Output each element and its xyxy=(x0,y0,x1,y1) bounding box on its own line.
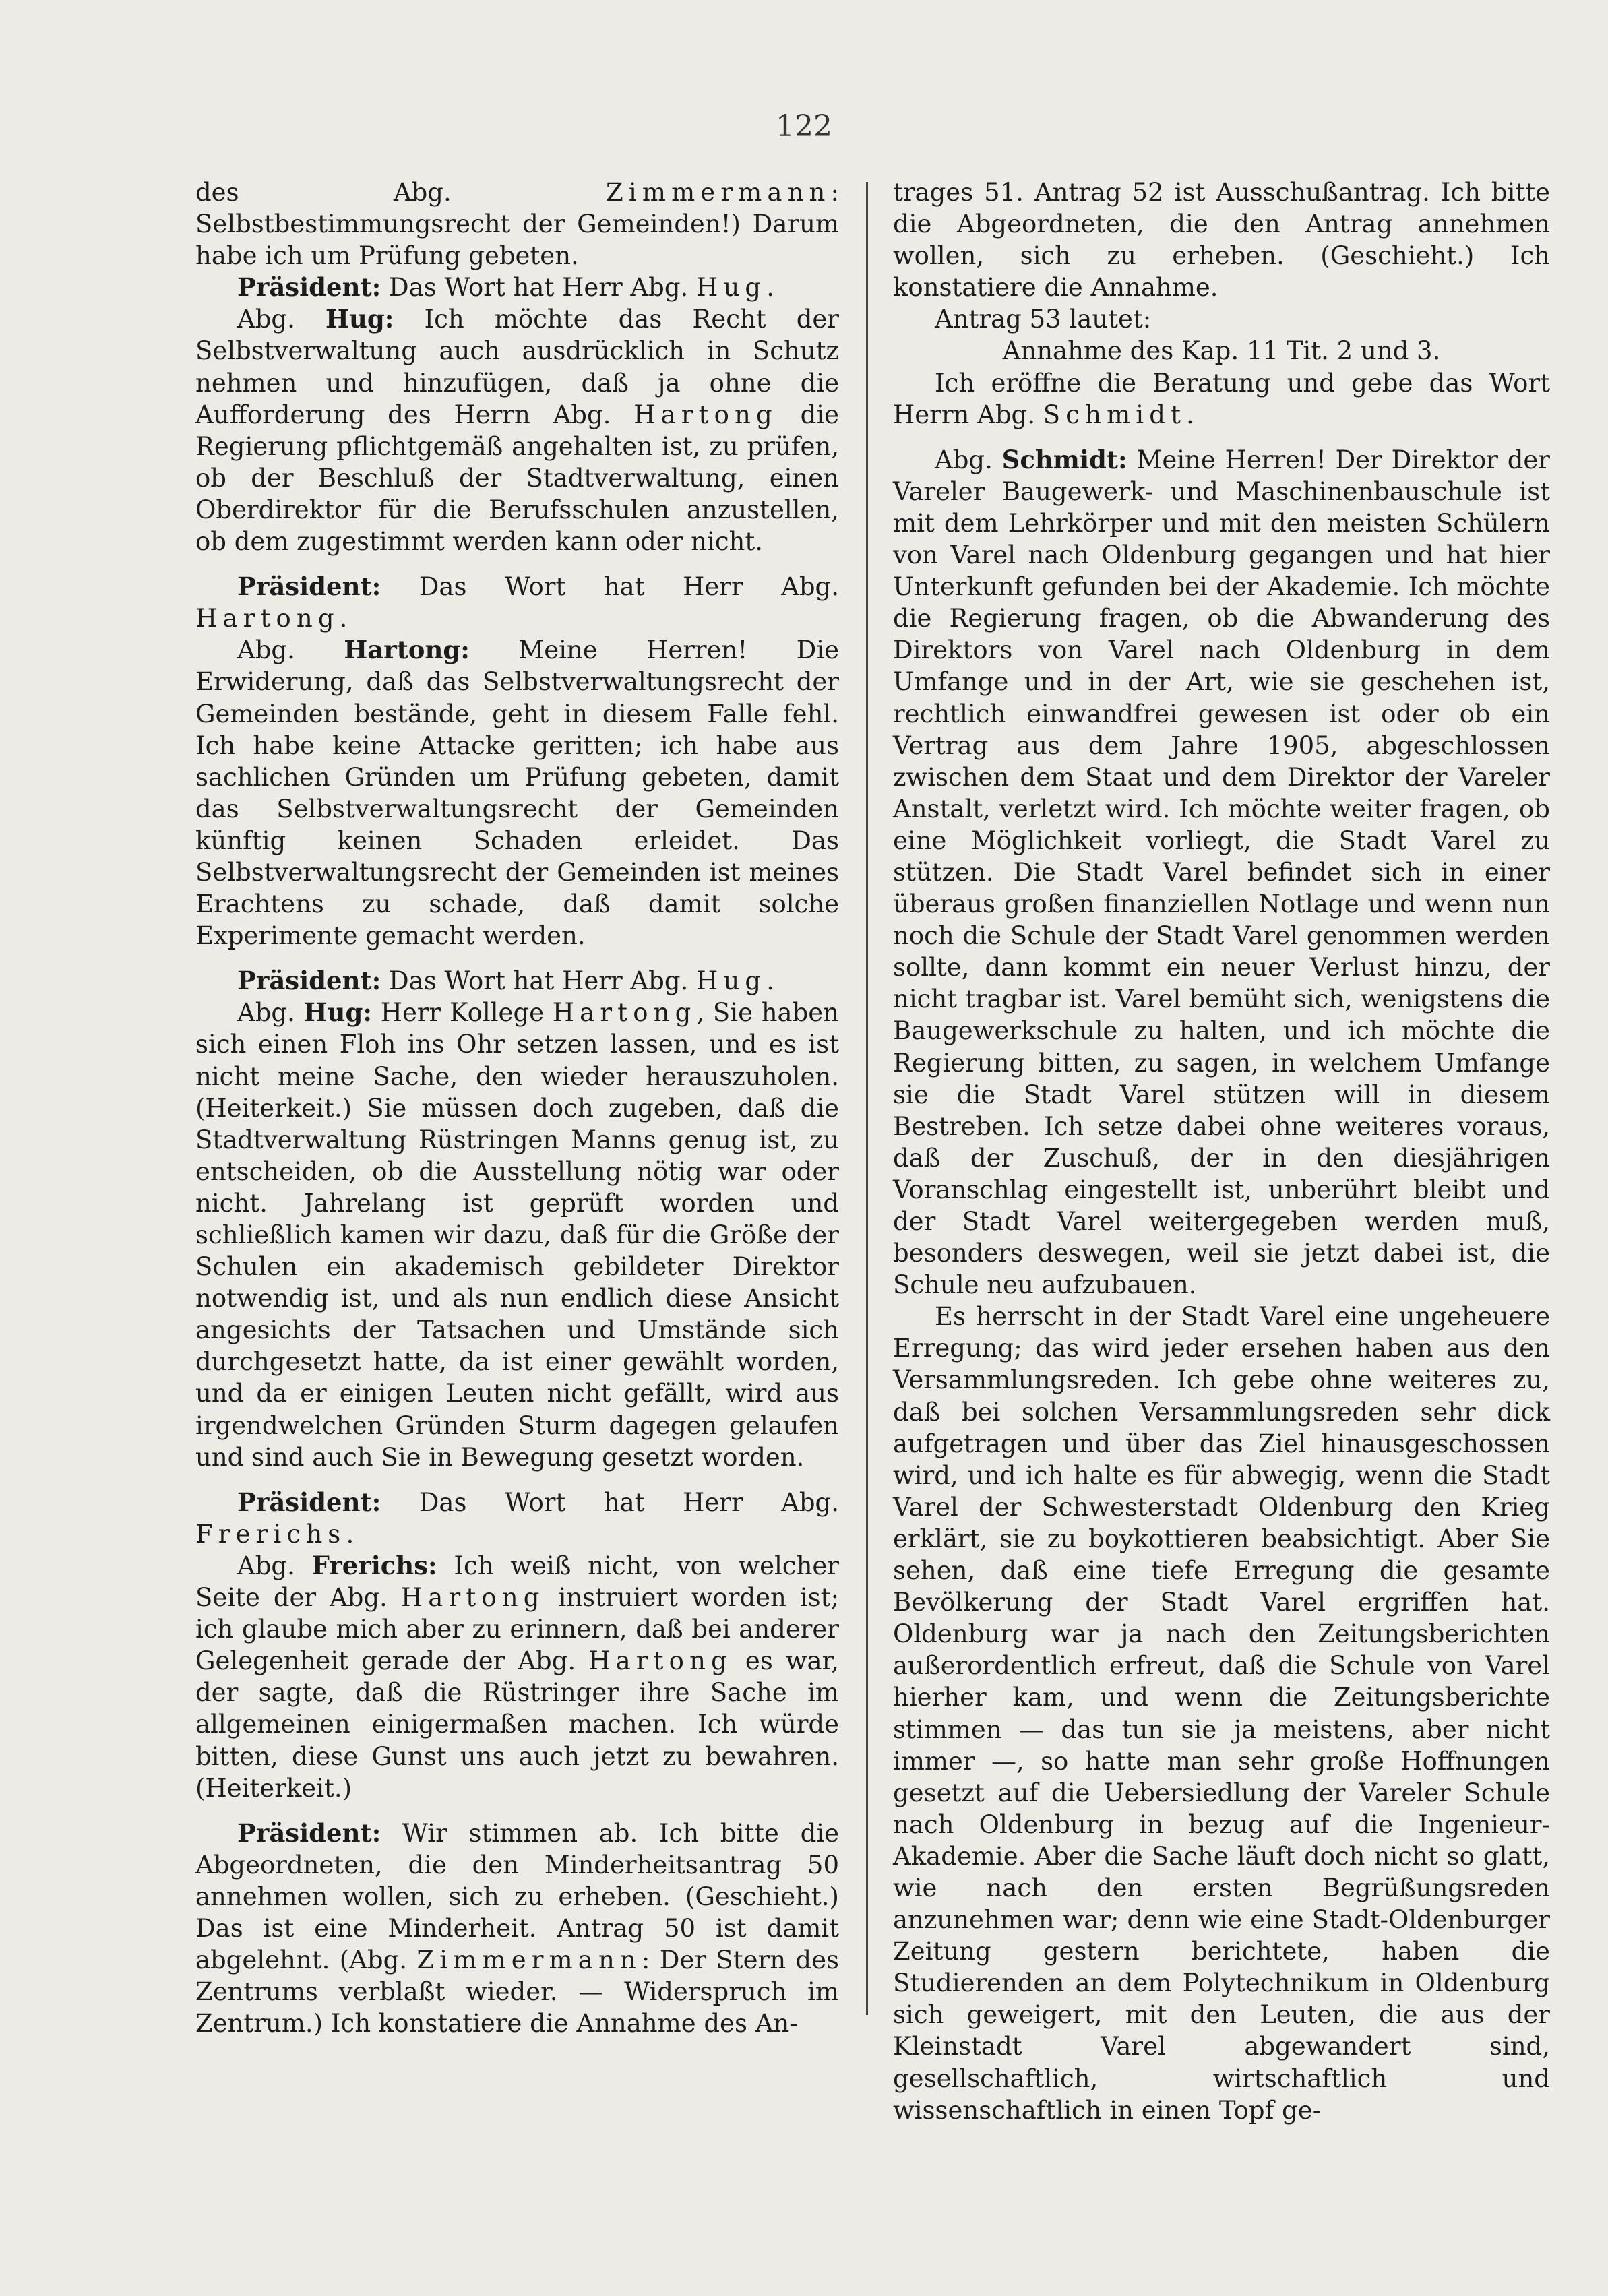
text-run: . xyxy=(339,604,348,633)
paragraph xyxy=(195,1550,839,1804)
paragraph xyxy=(893,303,1550,335)
text-run: instruiert worden ist; ich glaube mich aber zu erinnern, daß bei anderer Gelegenheit gerade der Abg. xyxy=(195,1583,839,1676)
left-column xyxy=(195,177,839,2039)
text-run: trages 51. Antrag 52 ist Ausschußantrag. Ich bitte die Abgeordneten, die den Antrag annehmen wollen, sich zu erheben. (Geschieht.) Ich konstatiere die Annahme. xyxy=(893,178,1550,303)
paragraph xyxy=(195,1818,839,2040)
paragraph xyxy=(195,965,839,997)
paragraph xyxy=(893,444,1550,1301)
text-run: Meine Herren! Die Erwiderung, daß das Selbstverwaltungsrecht der Gemeinden bestände, geht in diesem Falle fehl. Ich habe keine Attacke geritten; ich habe aus sachlichen Gründen um Prüfung gebeten, damit das Selbstverwaltungsrecht der Gemeinden künftig keinen Schaden erleidet. Das Selbstverwaltungsrecht der Gemeinden ist meines Erachtens zu schade, daß damit solche Experimente gemacht werden. xyxy=(195,635,839,951)
text-run: Wir stimmen ab. Ich bitte die Abgeordneten, die den Minderheitsantrag 50 annehmen wollen, sich zu erheben. (Geschieht.) Das ist eine Minderheit. Antrag 50 ist damit abgelehnt. (Abg. xyxy=(195,1818,839,1975)
paragraph xyxy=(893,335,1550,367)
speaker-label: Hug: xyxy=(303,997,372,1028)
spaced-name: Hartong xyxy=(400,1583,545,1613)
text-run: Ich eröffne die Beratung und gebe das Wort Herrn Abg. xyxy=(893,368,1550,429)
speaker-label: Präsident: xyxy=(237,272,381,303)
text-run: . xyxy=(1186,400,1194,429)
text-run: Abg. xyxy=(237,305,326,334)
text-run: Ich möchte das Recht der Selbstverwaltung auch ausdrücklich in Schutz nehmen und hinzufügen, daß ja ohne die Aufforderung des Herrn Abg. xyxy=(195,305,839,429)
text-run: Das Wort hat Herr Abg. xyxy=(381,572,839,602)
speaker-label: Frerichs: xyxy=(311,1550,437,1580)
text-run: Abg. xyxy=(237,635,344,665)
spaced-name: Hartong xyxy=(633,400,778,429)
text-run: Das Wort hat Herr Abg. xyxy=(381,966,697,996)
text-run: Antrag 53 lautet: xyxy=(935,305,1152,334)
text-run: , Sie haben sich einen Floh ins Ohr setzen lassen, und es ist nicht meine Sache, den wieder herauszuholen. (Heiterkeit.) Sie müssen doch zugeben, daß die Stadtverwaltung Rüstringen Manns genug ist, zu entscheiden, ob die Ausstellung nötig war oder nicht. Jahrelang ist geprüft worden und schließlich kamen wir dazu, daß für die Größe der Schulen ein akademisch gebildeter Direktor notwendig ist, und als nun endlich diese Ansicht angesichts der Tatsachen und Umstände sich durchgesetzt hatte, da ist einer gewählt worden, und da er einigen Leuten nicht gefällt, wird aus irgendwelchen Gründen Sturm dagegen gelaufen und sind auch Sie in Bewegung gesetzt worden. xyxy=(195,998,839,1472)
speaker-label: Präsident: xyxy=(237,1818,381,1848)
text-run: Abg. xyxy=(237,998,304,1028)
text-run: Annahme des Kap. 11 Tit. 2 und 3. xyxy=(1002,336,1441,366)
speaker-label: Präsident: xyxy=(237,571,381,602)
spaced-name: Hug xyxy=(696,966,767,996)
text-run: des Abg. xyxy=(195,178,607,207)
text-run: es war, der sagte, daß die Rüstringer ihre Sache im allgemeinen einigermaßen machen. Ich würde bitten, diese Gunst uns auch jetzt zu bewahren. (Heiterkeit.) xyxy=(195,1646,839,1803)
page-number: 122 xyxy=(776,109,832,144)
paragraph xyxy=(195,303,839,557)
paragraph xyxy=(893,177,1550,303)
paragraph xyxy=(195,997,839,1472)
text-run: Abg. xyxy=(935,445,1002,474)
spaced-name: Schmidt xyxy=(1043,400,1187,429)
text-run: Abg. xyxy=(237,1551,312,1580)
text-run: Das Wort hat Herr Abg. xyxy=(381,1487,839,1517)
speaker-label: Präsident: xyxy=(237,966,381,996)
speaker-label: Hartong: xyxy=(344,635,470,665)
text-run: . xyxy=(766,966,774,996)
spaced-name: Hartong xyxy=(552,998,697,1028)
text-run: . xyxy=(346,1519,354,1549)
spaced-name: Frerichs xyxy=(195,1519,346,1549)
speaker-label: Schmidt: xyxy=(1001,444,1127,474)
paragraph xyxy=(195,634,839,952)
text-run: Ich weiß nicht, von welcher Seite der Abg. xyxy=(195,1551,839,1613)
paragraph xyxy=(195,272,839,303)
text-run: : Der Stern des Zentrums verblaßt wieder. — Widerspruch im Zentrum.) Ich konstatiere die Annahme des An- xyxy=(195,1946,840,2039)
text-run: . xyxy=(766,273,774,303)
paragraph xyxy=(195,571,839,634)
paragraph xyxy=(893,367,1550,431)
spaced-name: Hartong xyxy=(588,1646,733,1676)
text-run: Meine Herren! Der Direktor der Vareler Baugewerk- und Maschinenbauschule ist mit dem Lehrkörper und mit den meisten Schülern von Varel nach Oldenburg gegangen und hat hier Unterkunft gefunden bei der Akademie. Ich möchte die Regierung fragen, ob die Abwanderung des Direktors von Varel nach Oldenburg in dem Umfange und in der Art, wie sie geschehen ist, rechtlich einwandfrei gewesen ist oder ob ein Vertrag aus dem Jahre 1905, abgeschlossen zwischen dem Staat und dem Direktor der Vareler Anstalt, verletzt wird. Ich möchte weiter fragen, ob eine Möglichkeit vorliegt, die Stadt Varel zu stützen. Die Stadt Varel befindet sich in einer überaus großen finanziellen Notlage und wenn nun noch die Schule der Stadt Varel genommen werden sollte, dann kommt ein neuer Verlust hinzu, der nicht tragbar ist. Varel bemüht sich, wenigstens die Baugewerkschule zu halten, und ich möchte die Regierung bitten, zu sagen, in welchem Umfange sie die Stadt Varel stützen will in diesem Bestreben. Ich setze dabei ohne weiteres voraus, daß der Zuschuß, der in den diesjährigen Voranschlag eingestellt ist, unberührt bleibt und der Stadt Varel weitergegeben werden muß, besonders deswegen, weil sie jetzt dabei ist, die Schule neu aufzubauen. xyxy=(893,445,1550,1300)
right-column xyxy=(893,177,1550,2126)
spaced-name: Zimmermann xyxy=(606,178,831,207)
speaker-label: Präsident: xyxy=(237,1487,381,1517)
speaker-label: Hug: xyxy=(325,304,394,334)
text-run: Herr Kollege xyxy=(371,998,553,1028)
paragraph xyxy=(195,177,839,272)
paragraph xyxy=(893,1301,1550,2126)
text-run: Es herrscht in der Stadt Varel eine ungeheuere Erregung; das wird jeder ersehen haben aus den Versammlungsreden. Ich gebe ohne weiteres zu, daß bei solchen Versammlungsreden sehr dick aufgetragen und über das Ziel hinausgeschossen wird, und ich halte es für abwegig, wenn die Stadt Varel der Schwesterstadt Oldenburg den Krieg erklärt, sie zu boykottieren beabsichtigt. Aber Sie sehen, daß eine tiefe Erregung die gesamte Bevölkerung der Stadt Varel ergriffen hat. Oldenburg war ja nach den Zeitungsberichten außerordentlich erfreut, daß die Schule von Varel hierher kam, und wenn die Zeitungsberichte stimmen — das tun sie ja meistens, aber nicht immer —, so hatte man sehr große Hoffnungen gesetzt auf die Uebersiedlung der Vareler Schule nach Oldenburg in bezug auf die Ingenieur-Akademie. Aber die Sache läuft doch nicht so glatt, wie nach den ersten Begrüßungsreden anzunehmen war; denn wie eine Stadt-Oldenburger Zeitung gestern berichtete, haben die Studierenden an dem Polytechnikum in Oldenburg sich geweigert, mit den Leuten, die aus der Kleinstadt Varel abgewandert sind, gesellschaftlich, wirtschaftlich und wissenschaftlich in einen Topf ge- xyxy=(893,1302,1550,2125)
spaced-name: Hug xyxy=(696,273,767,303)
spaced-name: Zimmermann xyxy=(416,1946,642,1975)
column-divider xyxy=(866,182,868,2015)
spaced-name: Hartong xyxy=(195,604,340,633)
text-run: : Selbstbestimmungsrecht der Gemeinden!) Darum habe ich um Prüfung gebeten. xyxy=(195,178,839,271)
text-run: die Regierung pflichtgemäß angehalten ist, zu prüfen, ob der Beschluß der Stadtverwaltung, einen Oberdirektor für die Berufsschulen anzustellen, ob dem zugestimmt werden kann oder nicht. xyxy=(195,400,839,557)
text-run: Das Wort hat Herr Abg. xyxy=(381,273,697,303)
paragraph xyxy=(195,1487,839,1550)
